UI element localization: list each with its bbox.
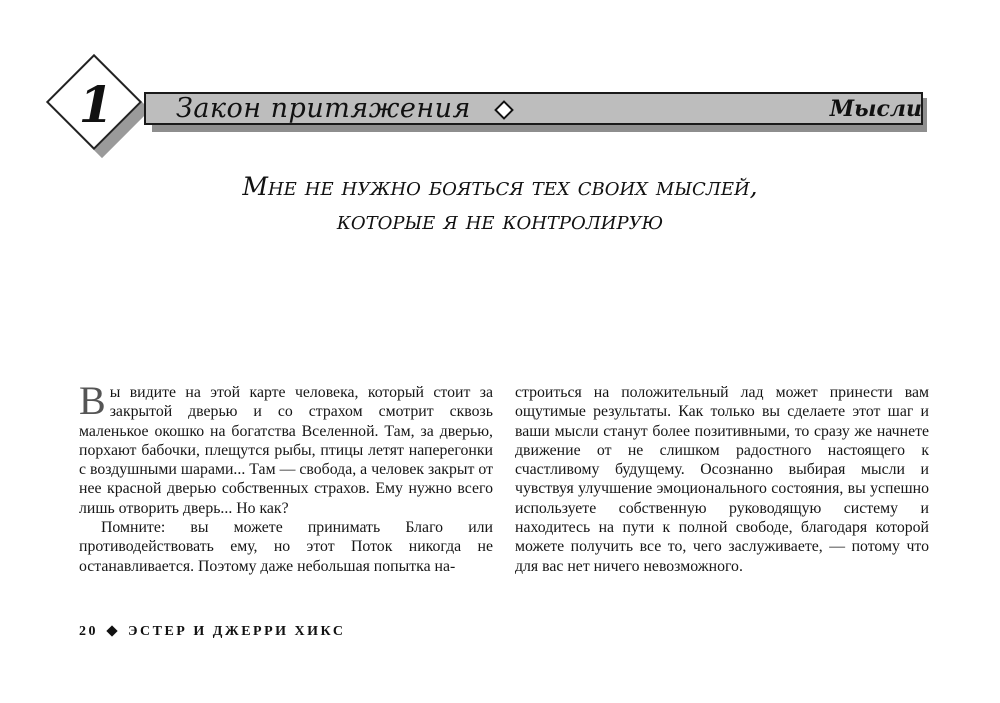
page-number: 20 xyxy=(79,624,98,639)
chapter-title: Закон притяжения xyxy=(176,93,471,124)
page-footer xyxy=(79,624,345,640)
paragraph: Помните: вы можете принимать Благо или противодействовать ему, но этот Поток никогда не останавливается. Поэтому даже небольшая попытка на- xyxy=(79,519,493,575)
text-column-right xyxy=(515,383,929,576)
diamond-separator-icon xyxy=(106,626,117,637)
chapter-number: 1 xyxy=(78,75,114,134)
text-column-left xyxy=(79,378,493,576)
quote-line-1: Мне не нужно бояться тех своих мыслей, xyxy=(242,172,758,201)
paragraph-text: ы видите на этой карте человека, который стоит за закрытой дверью и со страхом смотрит сквозь маленькое окошко на богатства Вселенной. Там, за дверью, порхают бабочки, плещутся рыбы, птицы летят наперегонки с воздушными шарами... Там — свобода, а человек закрыт от нее красной дверью собственных страхов. Ему нужно всего лишь отворить дверь... Но как? xyxy=(79,384,493,517)
section-label: Мысли xyxy=(829,96,922,122)
affirmation-quote xyxy=(200,170,800,238)
running-author: ЭСТЕР И ДЖЕРРИ ХИКС xyxy=(128,624,346,639)
quote-line-2: которые я не контролирую xyxy=(336,206,664,235)
paragraph: строиться на положительный лад может принести вам ощутимые результаты. Как только вы сделаете этот шаг и ваши мысли станут более позитивными, то сразу же начнете движение от не слишком радостного настоящего к счастливому будущему. Осознанно выбирая мысли и чувствуя улучшение эмоционального состояния, вы успешно используете собственную руководящую систему и находитесь на пути к полной свободе, благодаря которой можете получить все то, чего заслуживаете, — потому что для вас нет ничего невозможного. xyxy=(515,384,929,575)
drop-cap: В xyxy=(79,378,106,423)
paragraph xyxy=(79,378,493,518)
